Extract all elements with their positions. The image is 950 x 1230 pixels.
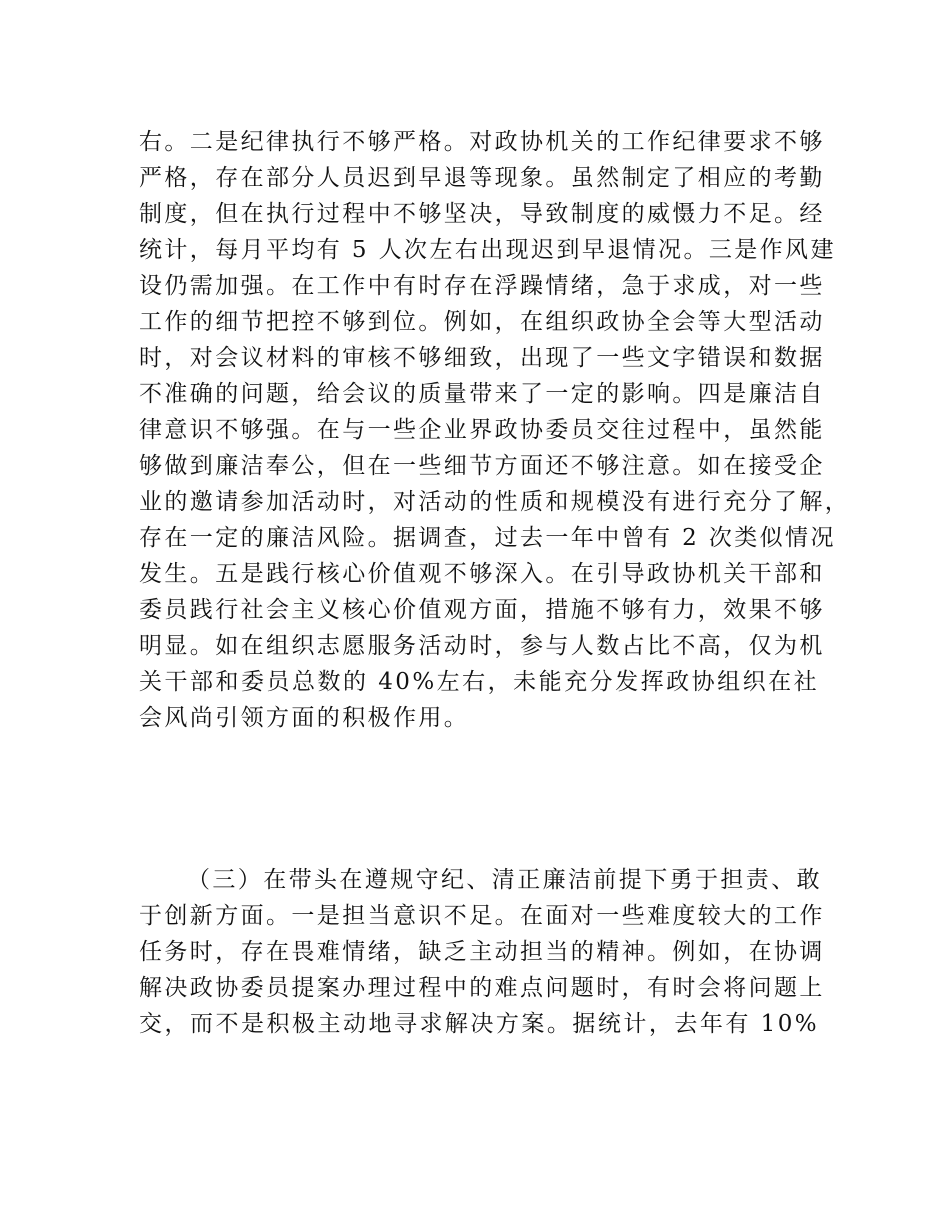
- text-line: 委员践行社会主义核心价值观方面，措施不够有力，效果不够: [139, 597, 825, 623]
- text-line: 工作的细节把控不够到位。例如，在组织政协全会等大型活动: [139, 309, 825, 335]
- text-line: 发生。五是践行核心价值观不够深入。在引导政协机关干部和: [139, 561, 825, 587]
- paragraph-discipline-issues: [139, 124, 851, 736]
- text-line: 不准确的问题，给会议的质量带来了一定的影响。四是廉洁自: [139, 381, 825, 407]
- text-line-last: 会风尚引领方面的积极作用。: [139, 705, 470, 731]
- text-line: 关干部和委员总数的 40%左右，未能充分发挥政协组织在社: [139, 669, 819, 695]
- text-line: 于创新方面。一是担当意识不足。在面对一些难度较大的工作: [139, 903, 825, 929]
- text-line: 右。二是纪律执行不够严格。对政协机关的工作纪律要求不够: [139, 129, 825, 155]
- text-line: 统计，每月平均有 5 人次左右出现迟到早退情况。三是作风建: [139, 237, 836, 263]
- text-line: 交，而不是积极主动地寻求解决方案。据统计，去年有 10%: [139, 1011, 819, 1037]
- text-line: 解决政协委员提案办理过程中的难点问题时，有时会将问题上: [139, 975, 825, 1001]
- text-line: 制度，但在执行过程中不够坚决，导致制度的威慑力不足。经: [139, 201, 825, 227]
- text-line: 够做到廉洁奉公，但在一些细节方面还不够注意。如在接受企: [139, 453, 825, 479]
- paragraph-responsibility-section: [139, 862, 825, 1042]
- text-line: 业的邀请参加活动时，对活动的性质和规模没有进行充分了解，: [139, 489, 851, 515]
- text-line: 任务时，存在畏难情绪，缺乏主动担当的精神。例如，在协调: [139, 939, 825, 965]
- text-line: 设仍需加强。在工作中有时存在浮躁情绪，急于求成，对一些: [139, 273, 825, 299]
- text-line: 严格，存在部分人员迟到早退等现象。虽然制定了相应的考勤: [139, 165, 825, 191]
- text-line: 存在一定的廉洁风险。据调查，过去一年中曾有 2 次类似情况: [139, 525, 836, 551]
- text-line: 律意识不够强。在与一些企业界政协委员交往过程中，虽然能: [139, 417, 825, 443]
- section-heading-line: （三）在带头在遵规守纪、清正廉洁前提下勇于担责、敢: [187, 867, 822, 893]
- text-line: 明显。如在组织志愿服务活动时，参与人数占比不高，仅为机: [139, 633, 825, 659]
- text-line: 时，对会议材料的审核不够细致，出现了一些文字错误和数据: [139, 345, 825, 371]
